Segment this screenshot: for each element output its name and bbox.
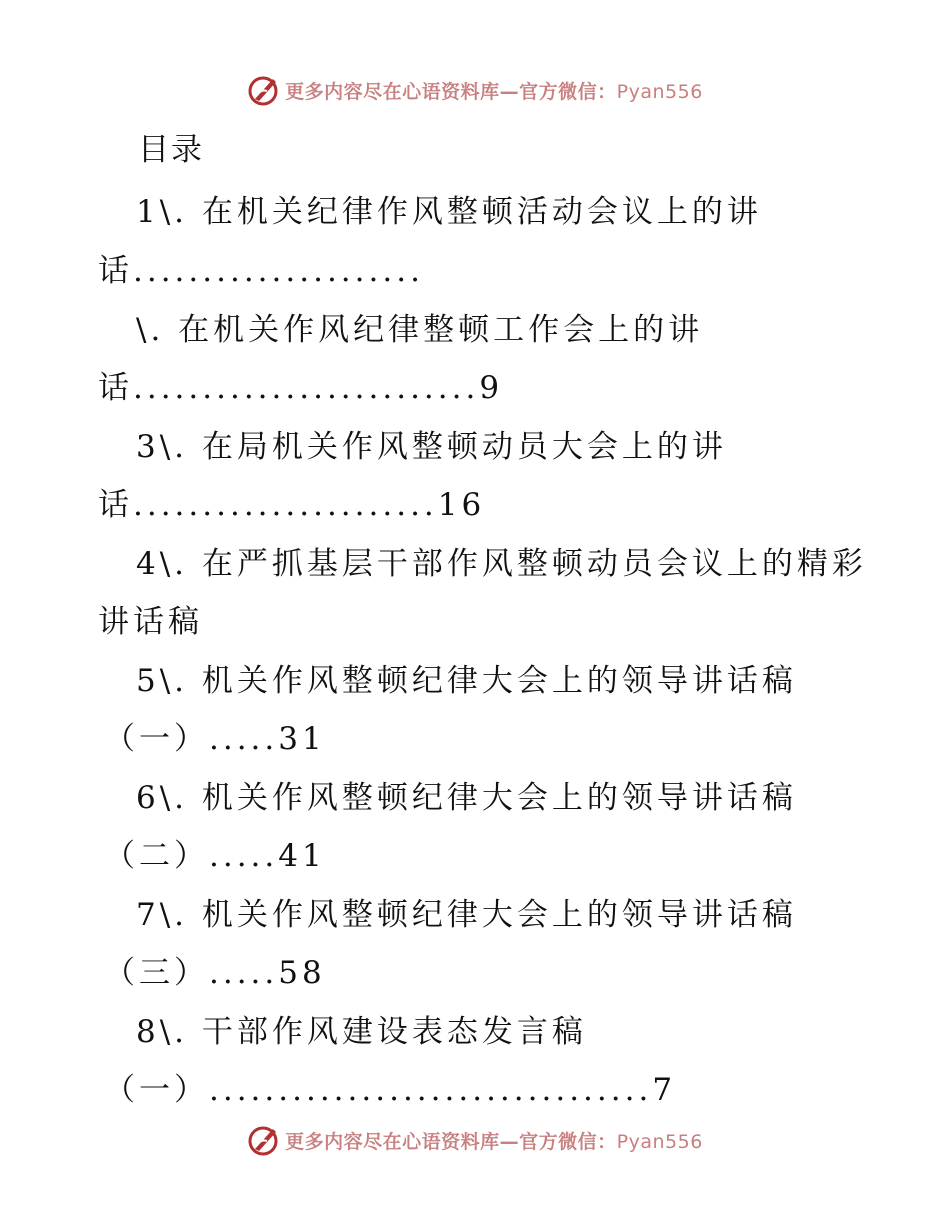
toc-item-1: 1\. 在机关纪律作风整顿活动会议上的讲 [136,194,762,230]
banner-text: 更多内容尽在心语资料库—官方微信：Pyan556 [285,80,703,103]
toc-item-2-leader: 话.........................9 [98,370,504,406]
toc-item-8: 8\. 干部作风建设表态发言稿 [136,1014,587,1050]
toc-item-4-leader: 讲话稿 [98,604,203,640]
toc-item-8-leader: （一）................................7 [104,1072,677,1108]
toc-title: 目录 [138,132,204,168]
toc-item-3: 3\. 在局机关作风整顿动员大会上的讲 [136,429,727,465]
quill-logo-icon [247,1123,281,1157]
toc-item-1-leader: 话..................... [98,253,424,289]
toc-item-6-leader: （二）.....41 [104,838,326,874]
toc-item-7: 7\. 机关作风整顿纪律大会上的领导讲话稿 [136,897,797,933]
quill-logo-icon [247,73,281,107]
footer-watermark-banner [0,1120,950,1160]
toc-item-4: 4\. 在严抓基层干部作风整顿动员会议上的精彩 [136,546,867,582]
toc-item-7-leader: （三）.....58 [104,955,326,991]
toc-item-2: \. 在机关作风纪律整顿工作会上的讲 [136,312,704,348]
toc-item-6: 6\. 机关作风整顿纪律大会上的领导讲话稿 [136,780,797,816]
toc-item-5-leader: （一）.....31 [104,721,326,757]
toc-item-5: 5\. 机关作风整顿纪律大会上的领导讲话稿 [136,663,797,699]
toc-item-3-leader: 话......................16 [98,487,486,523]
header-watermark-banner [0,70,950,110]
banner-text: 更多内容尽在心语资料库—官方微信：Pyan556 [285,1130,703,1153]
